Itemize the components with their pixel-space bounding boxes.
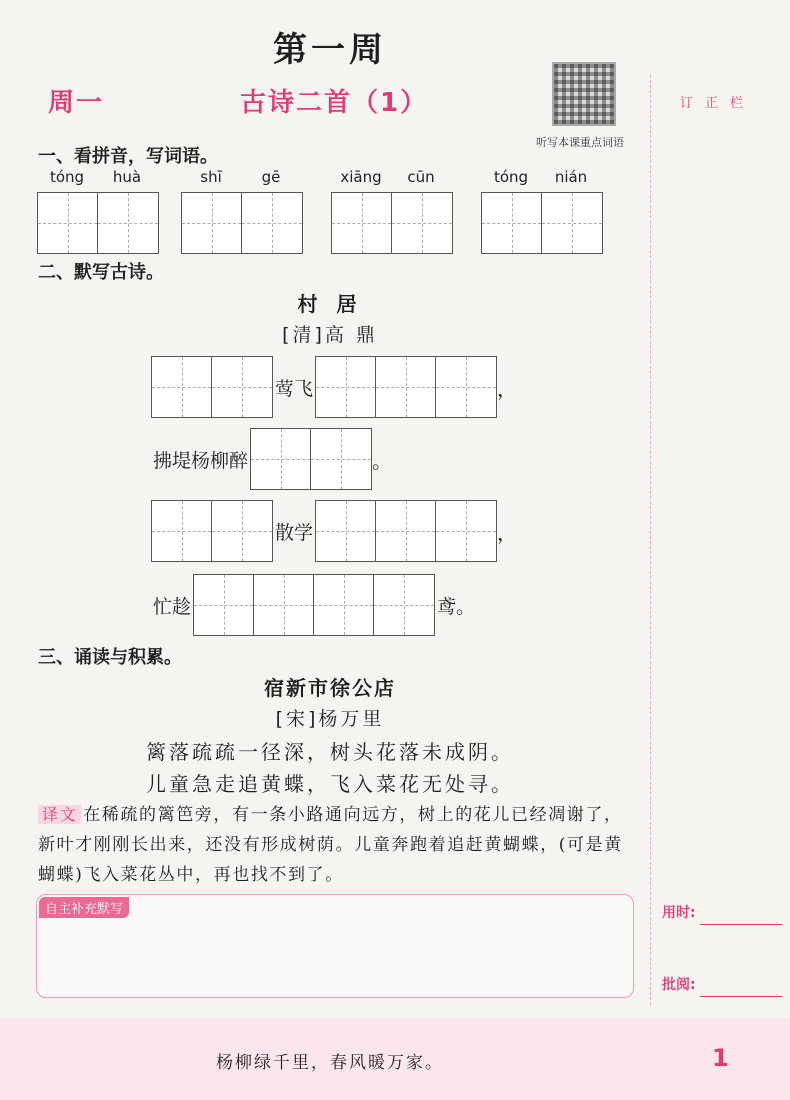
word-item-1 [37, 168, 159, 254]
poem2-line-1: 篱落疏疏一径深，树头花落未成阴。 [146, 740, 514, 764]
poem-author: [清]高 鼎 [282, 324, 378, 346]
lesson-title: 古诗二首（1） [240, 88, 429, 118]
pinyin: nián [554, 168, 588, 186]
margin-divider [650, 75, 651, 1005]
section3-heading: 三、诵读与积累。 [38, 647, 182, 668]
punctuation: 。 [372, 448, 393, 473]
poem-text: 鸢。 [437, 595, 476, 618]
week-title: 第一周 [273, 30, 387, 70]
day-label: 周一 [48, 88, 105, 118]
punctuation: ， [497, 376, 518, 401]
writing-grid[interactable] [151, 356, 273, 418]
pinyin: xiāng [340, 168, 382, 186]
correction-column-label: 订正栏 [680, 96, 756, 111]
writing-grid[interactable] [181, 192, 303, 254]
qr-code-icon[interactable] [552, 62, 616, 126]
writing-grid[interactable] [315, 500, 497, 562]
footer-motto: 杨柳绿千里，春风暖万家。 [216, 1053, 444, 1073]
writing-grid[interactable] [37, 192, 159, 254]
poem2-author: [宋]杨万里 [275, 708, 385, 730]
time-label: 用时: [662, 905, 696, 921]
writing-grid[interactable] [193, 574, 435, 636]
supplement-tag: 自主补充默写 [39, 897, 129, 918]
section2-heading: 二、默写古诗。 [38, 262, 164, 283]
writing-grid[interactable] [481, 192, 603, 254]
word-item-3 [331, 168, 453, 254]
writing-grid[interactable] [315, 356, 497, 418]
writing-grid[interactable] [250, 428, 372, 490]
translation-paragraph [38, 800, 638, 890]
pinyin: tóng [49, 168, 85, 186]
poem-line-1 [151, 356, 517, 418]
pinyin: gē [261, 168, 281, 186]
review-field[interactable] [700, 996, 782, 997]
poem-line-2 [151, 428, 392, 490]
translation-text: 在稀疏的篱笆旁，有一条小路通向远方，树上的花儿已经凋谢了，新叶才刚刚长出来，还没有形成树荫。儿童奔跑着追赶黄蝴蝶，(可是黄蝴蝶)飞入菜花丛中，再也找不到了。 [38, 805, 623, 885]
poem2-title: 宿新市徐公店 [264, 676, 396, 700]
supplement-box[interactable] [36, 894, 634, 998]
poem-title: 村 居 [297, 292, 363, 316]
pinyin: cūn [407, 168, 435, 186]
review-label: 批阅: [662, 977, 696, 993]
section1-heading: 一、看拼音，写词语。 [38, 146, 218, 167]
page-number: 1 [712, 1044, 729, 1072]
writing-grid[interactable] [151, 500, 273, 562]
poem-line-3 [151, 500, 517, 562]
punctuation: ， [497, 520, 518, 545]
pinyin: shī [200, 168, 222, 186]
translation-tag: 译文 [38, 805, 81, 824]
poem-text: 散学 [275, 521, 314, 544]
poem-line-4 [151, 574, 477, 636]
qr-caption: 听写本课重点词语 [536, 136, 624, 149]
poem-text: 莺飞 [275, 377, 314, 400]
word-item-4 [481, 168, 603, 254]
time-field[interactable] [700, 924, 782, 925]
poem2-line-2: 儿童急走追黄蝶，飞入菜花无处寻。 [146, 772, 514, 796]
word-item-2 [181, 168, 303, 254]
poem-text: 忙趁 [153, 595, 192, 618]
pinyin: tóng [493, 168, 529, 186]
poem-text: 拂堤杨柳醉 [153, 449, 249, 472]
pinyin: huà [112, 168, 142, 186]
writing-grid[interactable] [331, 192, 453, 254]
